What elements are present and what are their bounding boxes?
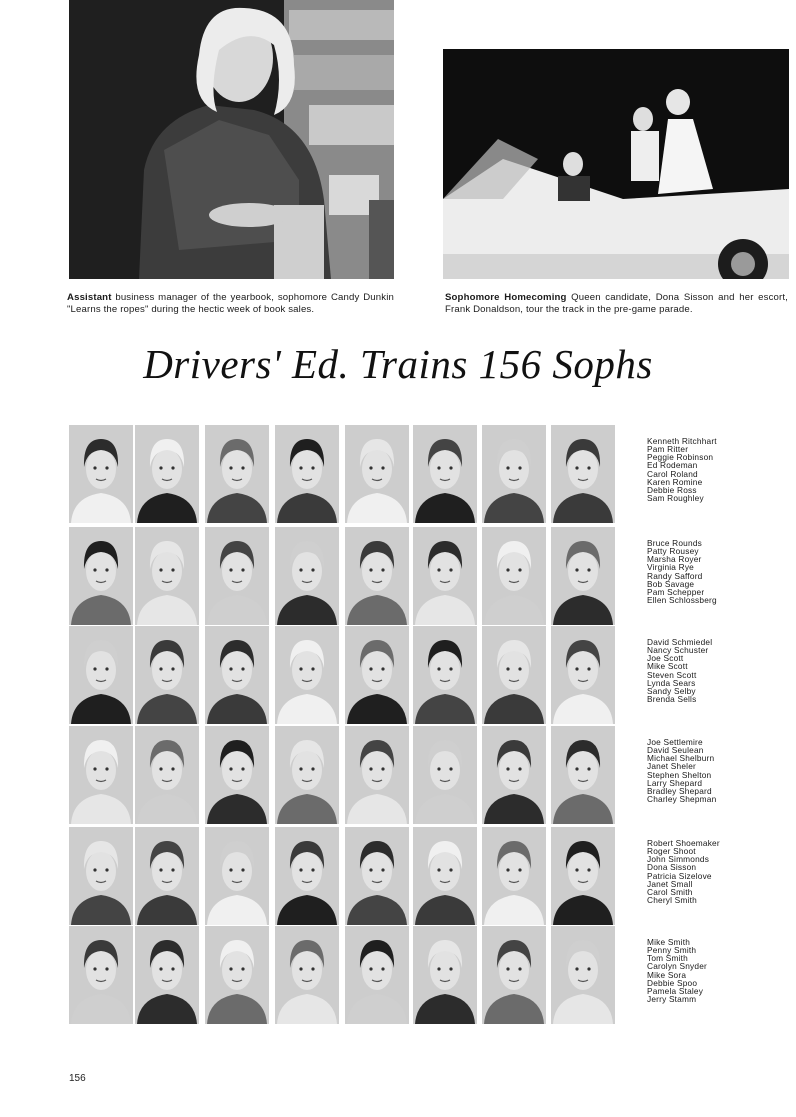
- student-name: Peggie Robinson: [647, 452, 714, 463]
- portrait-photo: [69, 827, 133, 925]
- portrait-photo: [345, 626, 409, 724]
- portrait-photo: [551, 626, 615, 724]
- portrait-photo: [135, 527, 199, 625]
- student-name: Michael Shelburn: [647, 753, 715, 764]
- portrait-photo: [482, 926, 546, 1024]
- portrait-photo: [413, 827, 477, 925]
- portrait-photo: [345, 527, 409, 625]
- student-name: Bob Savage: [647, 578, 695, 589]
- student-name: Virginia Rye: [647, 562, 694, 573]
- student-name: Penny Smith: [647, 945, 697, 956]
- student-name: Pamela Staley: [647, 985, 704, 996]
- student-name: Pam Schepper: [647, 586, 705, 597]
- portrait-photo: [482, 726, 546, 824]
- student-name: Kenneth Ritchhart: [647, 436, 717, 446]
- student-name: Carol Roland: [647, 468, 698, 479]
- page-number: 156: [69, 1073, 86, 1084]
- portrait-photo: [413, 926, 477, 1024]
- student-name: Bruce Rounds: [647, 538, 702, 548]
- portrait-photo: [275, 527, 339, 625]
- portrait-photo: [482, 626, 546, 724]
- student-name: Larry Shepard: [647, 777, 703, 788]
- student-name: David Seulean: [647, 745, 704, 756]
- portrait-photo: [135, 926, 199, 1024]
- portrait-photo: [69, 626, 133, 724]
- portrait-photo: [135, 827, 199, 925]
- portrait-photo: [345, 425, 409, 523]
- student-name: Joe Scott: [647, 653, 684, 664]
- student-name: Pam Ritter: [647, 444, 689, 455]
- student-name: Brenda Sells: [647, 694, 697, 705]
- student-name: Ellen Schlossberg: [647, 595, 717, 606]
- name-list: [647, 938, 707, 1003]
- student-name: Janet Small: [647, 878, 693, 889]
- portrait-photo: [275, 726, 339, 824]
- student-name: Carolyn Snyder: [647, 961, 707, 972]
- photo-homecoming-parade: [443, 49, 789, 279]
- student-name: Lynda Sears: [647, 677, 696, 688]
- portrait-photo: [551, 726, 615, 824]
- student-name: Randy Safford: [647, 570, 703, 581]
- student-name: Sam Roughley: [647, 493, 704, 504]
- student-name: John Simmonds: [647, 854, 710, 865]
- portrait-photo: [69, 527, 133, 625]
- portrait-photo: [275, 926, 339, 1024]
- name-list: [647, 539, 717, 604]
- portrait-photo: [205, 527, 269, 625]
- portrait-photo: [275, 626, 339, 724]
- name-list: [647, 738, 716, 803]
- portrait-photo: [413, 726, 477, 824]
- name-list: [647, 437, 717, 502]
- student-name: Bradley Shepard: [647, 785, 712, 796]
- student-name: Nancy Schuster: [647, 645, 709, 656]
- student-name: Mike Smith: [647, 937, 691, 947]
- student-name: Stephen Shelton: [647, 769, 712, 780]
- student-name: Cheryl Smith: [647, 895, 697, 906]
- caption-right: [445, 292, 788, 316]
- student-name: Janet Sheler: [647, 761, 696, 772]
- portrait-photo: [135, 425, 199, 523]
- portrait-photo: [551, 425, 615, 523]
- portrait-photo: [205, 926, 269, 1024]
- portrait-photo: [205, 425, 269, 523]
- student-name: Mike Sora: [647, 969, 687, 980]
- portrait-photo: [205, 726, 269, 824]
- student-name: Tom Smith: [647, 953, 688, 964]
- student-name: Jerry Stamm: [647, 994, 697, 1005]
- caption-left-lead: Assistant: [67, 292, 112, 303]
- student-name: David Schmiedel: [647, 637, 713, 647]
- name-list: [647, 638, 712, 703]
- student-name: Robert Shoemaker: [647, 838, 720, 848]
- portrait-photo: [135, 726, 199, 824]
- student-name: Debbie Spoo: [647, 977, 698, 988]
- caption-right-lead: Sophomore Homecoming: [445, 292, 567, 303]
- student-name: Roger Shoot: [647, 846, 696, 857]
- photo-candy-dunkin: [69, 0, 394, 279]
- portrait-photo: [275, 425, 339, 523]
- portrait-photo: [69, 726, 133, 824]
- portrait-photo: [275, 827, 339, 925]
- student-name: Marsha Royer: [647, 554, 702, 565]
- portrait-photo: [551, 827, 615, 925]
- portrait-photo: [205, 626, 269, 724]
- student-name: Patricia Sizelove: [647, 870, 712, 881]
- student-name: Patty Rousey: [647, 546, 699, 557]
- portrait-photo: [482, 425, 546, 523]
- caption-left-text: business manager of the yearbook, sophomore Candy Dunkin "Learns the ropes" during the hectic week of book sales.: [67, 292, 394, 315]
- portrait-photo: [413, 527, 477, 625]
- portrait-photo: [69, 425, 133, 523]
- portrait-photo: [345, 926, 409, 1024]
- student-name: Charley Shepman: [647, 794, 717, 805]
- portrait-photo: [482, 827, 546, 925]
- student-name: Karen Romine: [647, 476, 703, 487]
- portrait-photo: [135, 626, 199, 724]
- student-name: Steven Scott: [647, 669, 697, 680]
- portrait-photo: [205, 827, 269, 925]
- portrait-photo: [551, 527, 615, 625]
- student-name: Ed Rodeman: [647, 460, 698, 471]
- portrait-photo: [482, 527, 546, 625]
- portrait-photo: [413, 626, 477, 724]
- student-name: Joe Settlemire: [647, 737, 703, 747]
- student-name: Dona Sisson: [647, 862, 697, 873]
- caption-left: [67, 292, 394, 316]
- student-name: Carol Smith: [647, 886, 693, 897]
- student-name: Mike Scott: [647, 661, 688, 672]
- name-list: [647, 839, 720, 904]
- student-name: Sandy Selby: [647, 685, 696, 696]
- page-headline: Drivers' Ed. Trains 156 Sophs: [143, 341, 653, 387]
- portrait-photo: [413, 425, 477, 523]
- portrait-photo: [69, 926, 133, 1024]
- caption-right-text: Queen candidate, Dona Sisson and her escort, Frank Donaldson, tour the track in the pre-game parade.: [445, 292, 788, 315]
- student-name: Debbie Ross: [647, 484, 697, 495]
- portrait-photo: [551, 926, 615, 1024]
- portrait-photo: [345, 827, 409, 925]
- portrait-photo: [345, 726, 409, 824]
